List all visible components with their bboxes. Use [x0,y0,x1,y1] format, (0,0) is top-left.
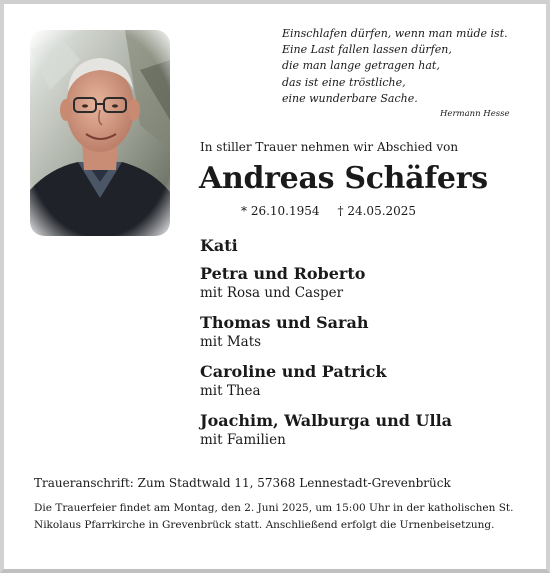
mourners-list [200,236,452,460]
mourner-name: Caroline und Patrick [200,362,387,381]
death-date: † 24.05.2025 [337,204,417,218]
poem-line: Eine Last fallen lassen dürfen, [282,43,452,57]
poem-line: die man lange getragen hat, [282,59,440,73]
poem-line: Einschlafen dürfen, wenn man müde ist. [282,27,508,40]
birth-date: * 26.10.1954 [241,204,320,218]
mourner-name: Thomas und Sarah [200,313,369,332]
mourner-name: Kati [200,236,238,255]
funeral-notice: Die Trauerfeier findet am Montag, den 2. Juni 2025, um 15:00 Uhr in der katholischen St. Nikolaus Pfarrkirche in Grevenbrück statt. Anschließend erfolgt die Urnenbeisetzung. [34,502,514,531]
portrait-photo [30,30,170,236]
portrait-image [30,30,170,236]
intro-text: In stiller Trauer nehmen wir Abschied von [200,140,459,154]
mourner-sub: mit Rosa und Casper [200,285,344,301]
mourner-group [200,264,452,302]
deceased-name: Andreas Schäfers [199,161,488,196]
mourner-sub: mit Mats [200,334,262,350]
mourner-name: Joachim, Walburga und Ulla [200,411,453,430]
mourner-group [200,236,452,256]
poem [282,26,508,107]
poem-line: eine wunderbare Sache. [282,91,418,105]
mourner-name: Petra und Roberto [200,264,366,283]
mourner-group [200,411,452,449]
poem-line: das ist eine tröstliche, [282,75,406,89]
mourner-group [200,313,452,351]
life-dates [241,204,416,218]
mourner-group [200,362,452,400]
poem-author: Hermann Hesse [440,109,510,119]
mourning-address: Traueranschrift: Zum Stadtwald 11, 57368 Lennestadt-Grevenbrück [34,476,451,490]
mourner-sub: mit Thea [200,383,261,399]
mourner-sub: mit Familien [200,432,286,448]
